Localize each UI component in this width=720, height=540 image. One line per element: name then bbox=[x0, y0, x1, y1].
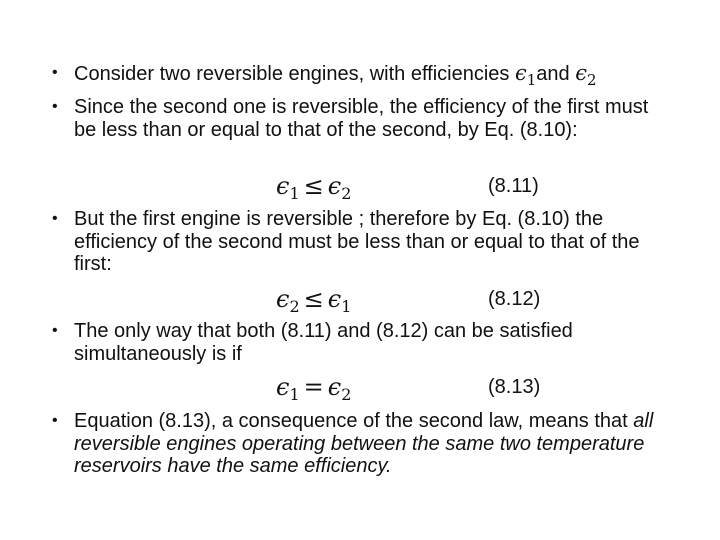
bullet-text-part: Equation (8.13), a consequence of the second law, means that bbox=[74, 410, 634, 432]
equation-8-13 bbox=[276, 373, 616, 404]
bullet-marker: • bbox=[52, 64, 58, 81]
equation-number: (8.12) bbox=[488, 288, 541, 310]
bullet-text-part: Consider two reversible engines, with efficiencies bbox=[74, 63, 515, 85]
epsilon-subscript: 1 bbox=[289, 184, 300, 203]
bullet-text bbox=[74, 61, 672, 89]
bullet-item-5 bbox=[52, 410, 672, 478]
bullet-item-4 bbox=[52, 320, 672, 365]
equation-lhs bbox=[276, 373, 300, 404]
epsilon-char: ϵ bbox=[276, 285, 290, 313]
equation-expression bbox=[276, 285, 351, 314]
bullet-text-part: and bbox=[536, 63, 576, 85]
epsilon-subscript: 1 bbox=[341, 297, 352, 316]
bullet-marker: • bbox=[52, 412, 58, 429]
epsilon-char: ϵ bbox=[327, 373, 342, 401]
epsilon-subscript: 2 bbox=[289, 297, 300, 316]
equation-rhs bbox=[327, 172, 352, 203]
equation-expression bbox=[276, 172, 351, 201]
equation-8-11 bbox=[276, 172, 616, 203]
bullet-text: But the first engine is reversible ; therefore by Eq. (8.10) the efficiency of the second must be less than or equal to that of the first: bbox=[74, 208, 640, 275]
equation-rhs bbox=[327, 285, 352, 316]
bullet-item-2 bbox=[52, 96, 672, 141]
bullet-marker: • bbox=[52, 98, 58, 115]
epsilon-symbol bbox=[514, 61, 537, 89]
bullet-text: The only way that both (8.11) and (8.12) can be satisfied simultaneously is if bbox=[74, 320, 573, 365]
epsilon-char: ϵ bbox=[276, 373, 290, 401]
epsilon-char: ϵ bbox=[327, 172, 342, 200]
epsilon-symbol bbox=[575, 61, 597, 89]
emphasized-conclusion: all reversible engines operating between the same two temperature reservoirs have the same efficiency. bbox=[74, 410, 654, 477]
equation-lhs bbox=[276, 285, 300, 316]
equation-8-12 bbox=[276, 285, 616, 316]
bullet-item-3 bbox=[52, 208, 672, 276]
equation-relation: ≤ bbox=[303, 172, 324, 200]
epsilon-char: ϵ bbox=[327, 285, 342, 313]
equation-relation: = bbox=[303, 373, 324, 401]
equation-lhs bbox=[276, 172, 300, 203]
epsilon-subscript: 2 bbox=[586, 71, 597, 89]
epsilon-char: ϵ bbox=[575, 61, 587, 85]
equation-rhs bbox=[327, 373, 352, 404]
bullet-marker: • bbox=[52, 322, 58, 339]
epsilon-subscript: 1 bbox=[526, 71, 537, 89]
bullet-marker: • bbox=[52, 210, 58, 227]
bullet-text: Since the second one is reversible, the efficiency of the first must be less than or equal to that of the second, by Eq. (8.10): bbox=[74, 96, 649, 141]
bullet-item-1 bbox=[52, 61, 672, 89]
bullet-text bbox=[74, 410, 672, 478]
epsilon-subscript: 2 bbox=[341, 184, 352, 203]
epsilon-subscript: 1 bbox=[289, 385, 300, 404]
epsilon-subscript: 2 bbox=[341, 385, 352, 404]
equation-number: (8.11) bbox=[488, 175, 539, 197]
epsilon-char: ϵ bbox=[514, 61, 527, 85]
equation-number: (8.13) bbox=[488, 376, 541, 398]
epsilon-char: ϵ bbox=[276, 172, 290, 200]
equation-relation: ≤ bbox=[303, 285, 324, 313]
equation-expression bbox=[276, 373, 351, 402]
